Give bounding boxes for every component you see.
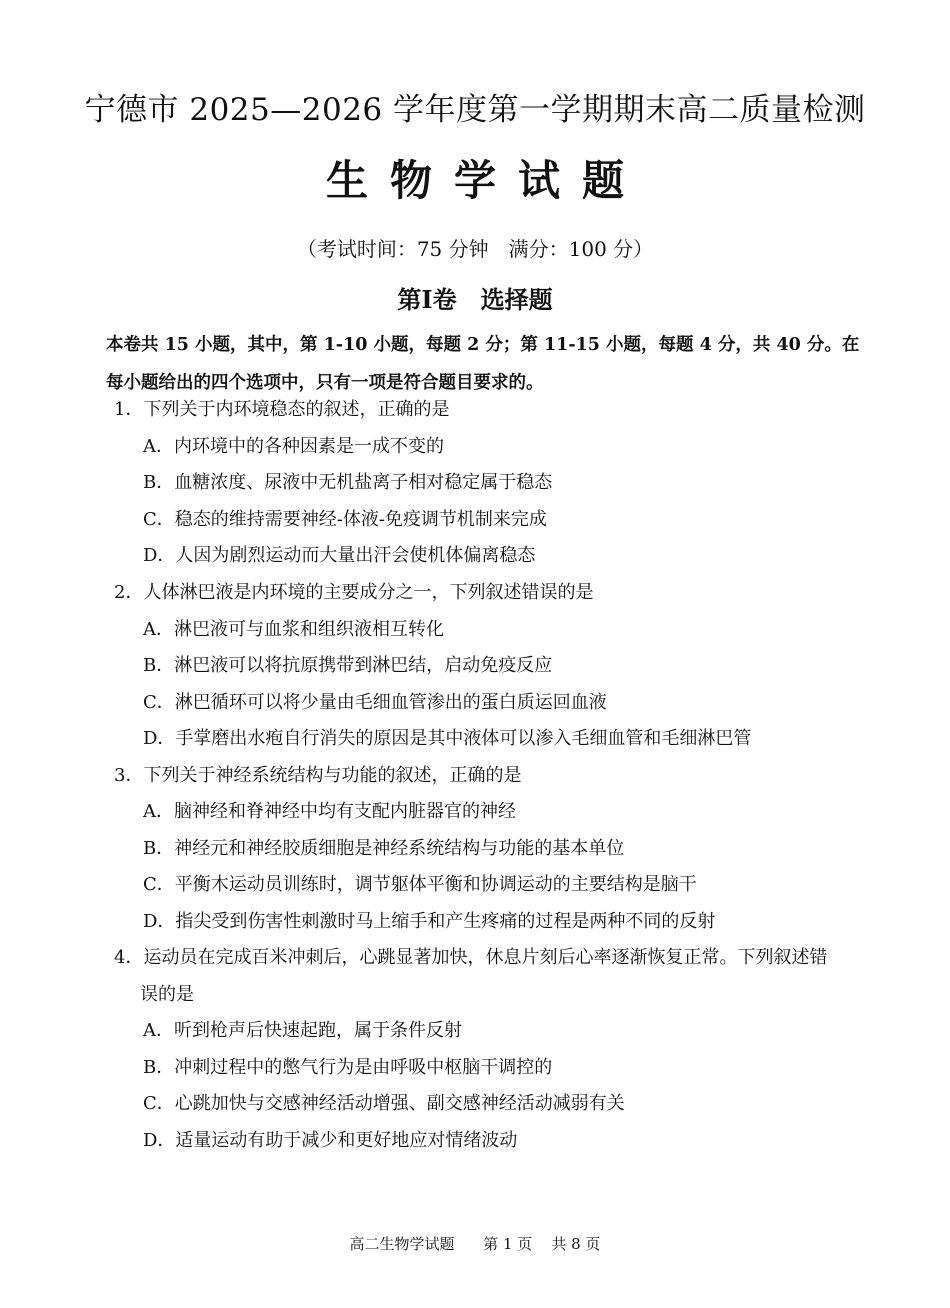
footer-total-pages: 共 8 页 [551, 1235, 601, 1253]
section-instructions: 本卷共 15 小题，其中，第 1-10 小题，每题 2 分；第 11-15 小题，每题 4 分，共 40 分。在每小题给出的四个选项中，只有一项是符合题目要求的。 [106, 335, 860, 393]
exam-info: （考试时间：75 分钟 满分：100 分） [296, 237, 654, 261]
question-1-option-b: B．血糖浓度、尿液中无机盐离子相对稳定属于稳态 [143, 472, 553, 493]
question-1-stem: 1．下列关于内环境稳态的叙述，正确的是 [114, 399, 450, 420]
question-4-option-a: A．听到枪声后快速起跑，属于条件反射 [143, 1020, 462, 1041]
question-2-option-d: D．手掌磨出水疱自行消失的原因是其中液体可以渗入毛细血管和毛细淋巴管 [143, 728, 752, 749]
question-4-option-c: C．心跳加快与交感神经活动增强、副交感神经活动减弱有关 [143, 1093, 625, 1114]
question-3-stem: 3．下列关于神经系统结构与功能的叙述，正确的是 [114, 765, 522, 786]
question-4-stem-continued [114, 977, 864, 1013]
question-2-option-a: A．淋巴液可与血浆和组织液相互转化 [143, 619, 444, 640]
question-4-option-d: D．适量运动有助于减少和更好地应对情绪波动 [143, 1130, 518, 1151]
question-1-option-d: D．人因为剧烈运动而大量出汗会使机体偏离稳态 [143, 545, 536, 566]
question-3-option-a: A．脑神经和脊神经中均有支配内脏器官的神经 [143, 801, 516, 822]
question-2-option-c: C．淋巴循环可以将少量由毛细血管渗出的蛋白质运回血液 [143, 692, 607, 713]
section-title: 第Ⅰ卷 选择题 [397, 285, 553, 314]
question-4-stem: 4．运动员在完成百米冲刺后，心跳显著加快，休息片刻后心率逐渐恢复正常。下列叙述错 [114, 947, 828, 968]
question-4-stem-cont-text: 误的是 [140, 984, 194, 1005]
question-3-option-c: C．平衡木运动员训练时，调节躯体平衡和协调运动的主要结构是脑干 [143, 874, 697, 895]
question-3-option-b: B．神经元和神经胶质细胞是神经系统结构与功能的基本单位 [143, 838, 625, 859]
question-1-option-c: C．稳态的维持需要神经-体液-免疫调节机制来完成 [143, 509, 547, 530]
question-1-option-a: A．内环境中的各种因素是一成不变的 [143, 436, 444, 457]
question-2-stem: 2．人体淋巴液是内环境的主要成分之一，下列叙述错误的是 [114, 582, 594, 603]
exam-title: 宁德市 2025—2026 学年度第一学期期末高二质量检测 [84, 92, 866, 128]
subject-title: 生物学试题 [325, 156, 646, 205]
question-3-option-d: D．指尖受到伤害性刺激时马上缩手和产生疼痛的过程是两种不同的反射 [143, 911, 716, 932]
question-2-option-b: B．淋巴液可以将抗原携带到淋巴结，启动免疫反应 [143, 655, 553, 676]
question-4-option-b: B．冲刺过程中的憋气行为是由呼吸中枢脑干调控的 [143, 1057, 553, 1078]
page-footer [0, 1233, 950, 1254]
footer-subject: 高二生物学试题 [349, 1235, 455, 1253]
footer-page-number: 第 1 页 [483, 1235, 533, 1253]
